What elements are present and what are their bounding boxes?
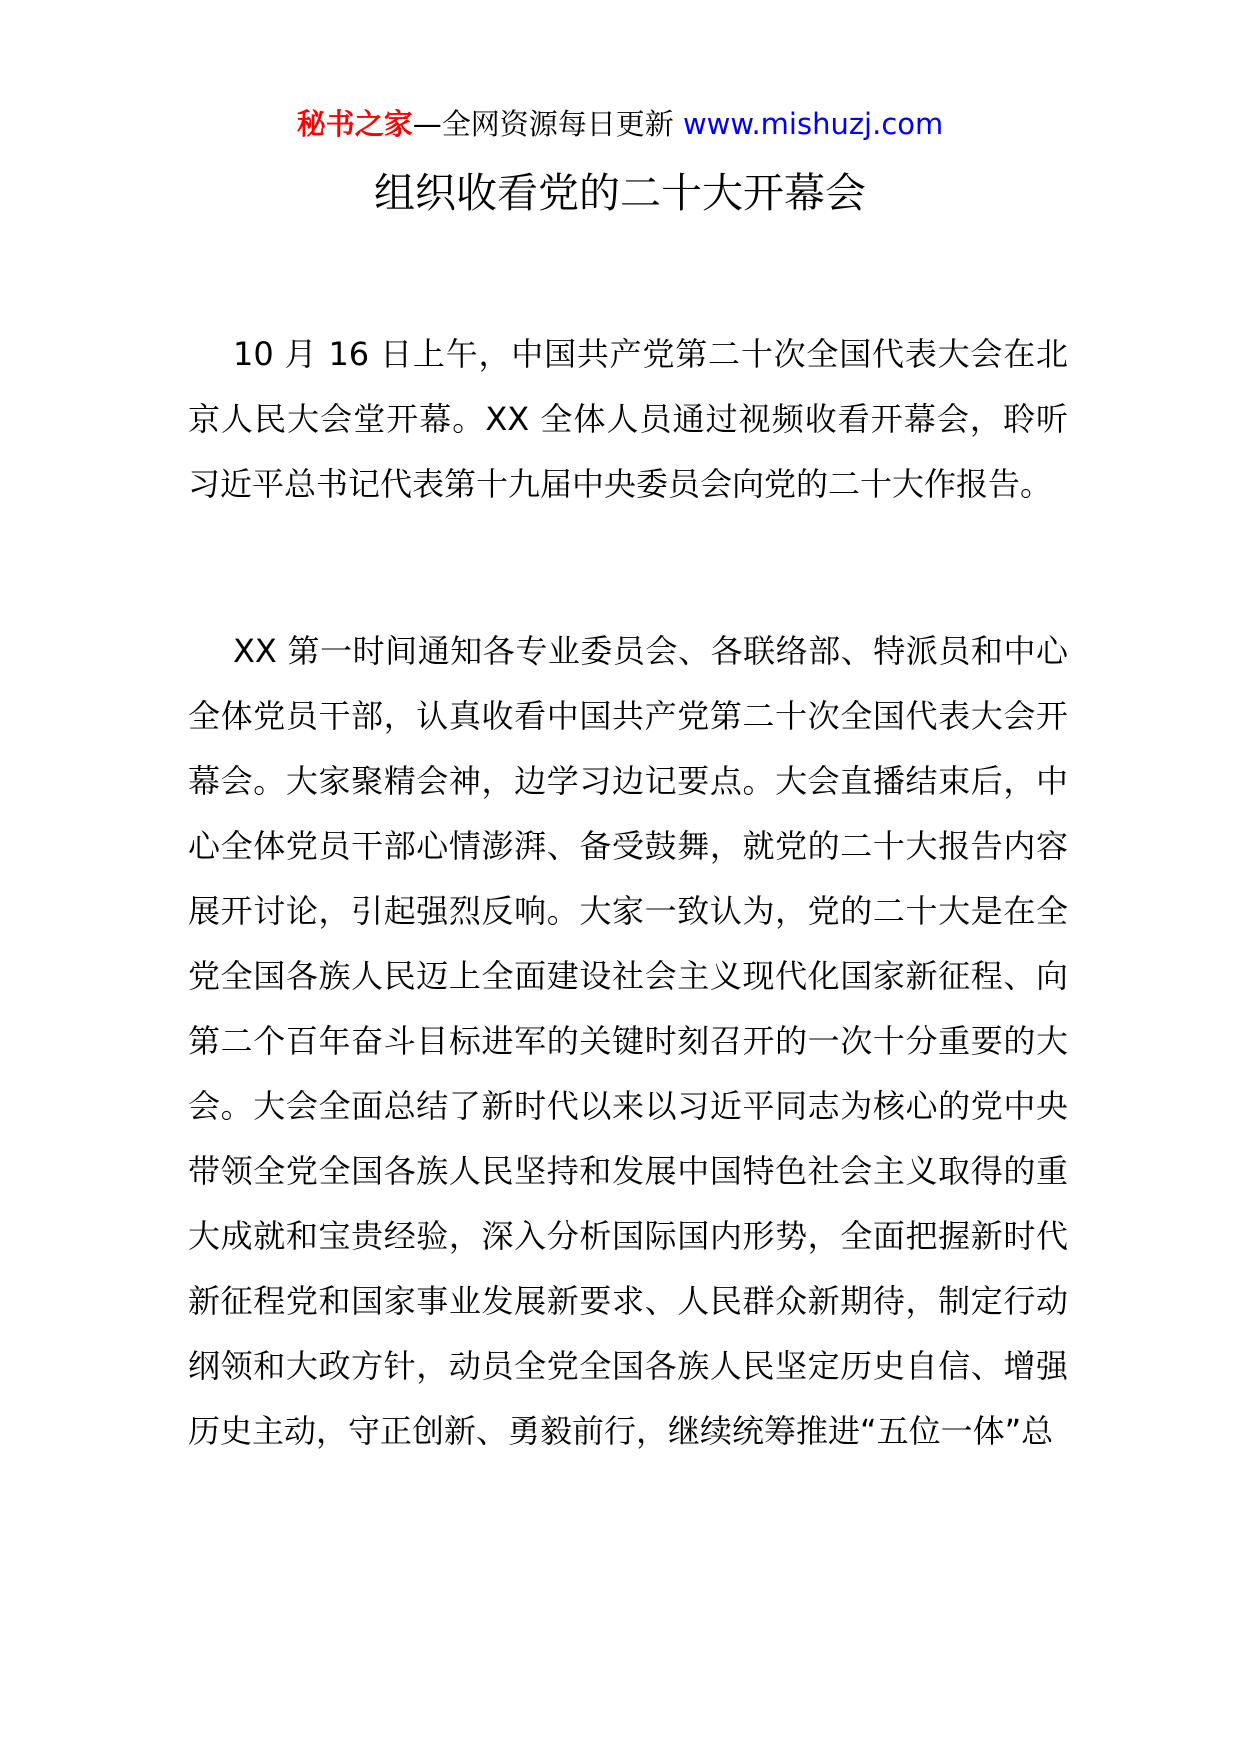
site-url-link[interactable]: www.mishuzj.com <box>682 107 944 141</box>
body-paragraph-1: 10 月 16 日上午，中国共产党第二十次全国代表大会在北京人民大会堂开幕。XX 全体人员通过视频收看开幕会，聆听习近平总书记代表第十九届中央委员会向党的二十大作报告。 <box>188 335 1068 503</box>
site-brand: 秘书之家 <box>296 107 413 141</box>
document-title: 组织收看党的二十大开幕会 <box>374 169 866 217</box>
site-header <box>0 102 1240 146</box>
site-tagline: —全网资源每日更新 <box>412 107 683 141</box>
body-paragraph-2: XX 第一时间通知各专业委员会、各联络部、特派员和中心全体党员干部，认真收看中国共产党第二十次全国代表大会开幕会。大家聚精会神，边学习边记要点。大会直播结束后，中心全体党员干部心情澎湃、备受鼓舞，就党的二十大报告内容展开讨论，引起强烈反响。大家一致认为，党的二十大是在全党全国各族人民迈上全面建设社会主义现代化国家新征程、向第二个百年奋斗目标进军的关键时刻召开的一次十分重要的大会。大会全面总结了新时代以来以习近平同志为核心的党中央带领全党全国各族人民坚持和发展中国特色社会主义取得的重大成就和宝贵经验，深入分析国际国内形势，全面把握新时代新征程党和国家事业发展新要求、人民群众新期待，制定行动纲领和大政方针，动员全党全国各族人民坚定历史自信、增强历史主动，守正创新、勇毅前行，继续统筹推进“五位一体”总 <box>188 632 1068 1450</box>
